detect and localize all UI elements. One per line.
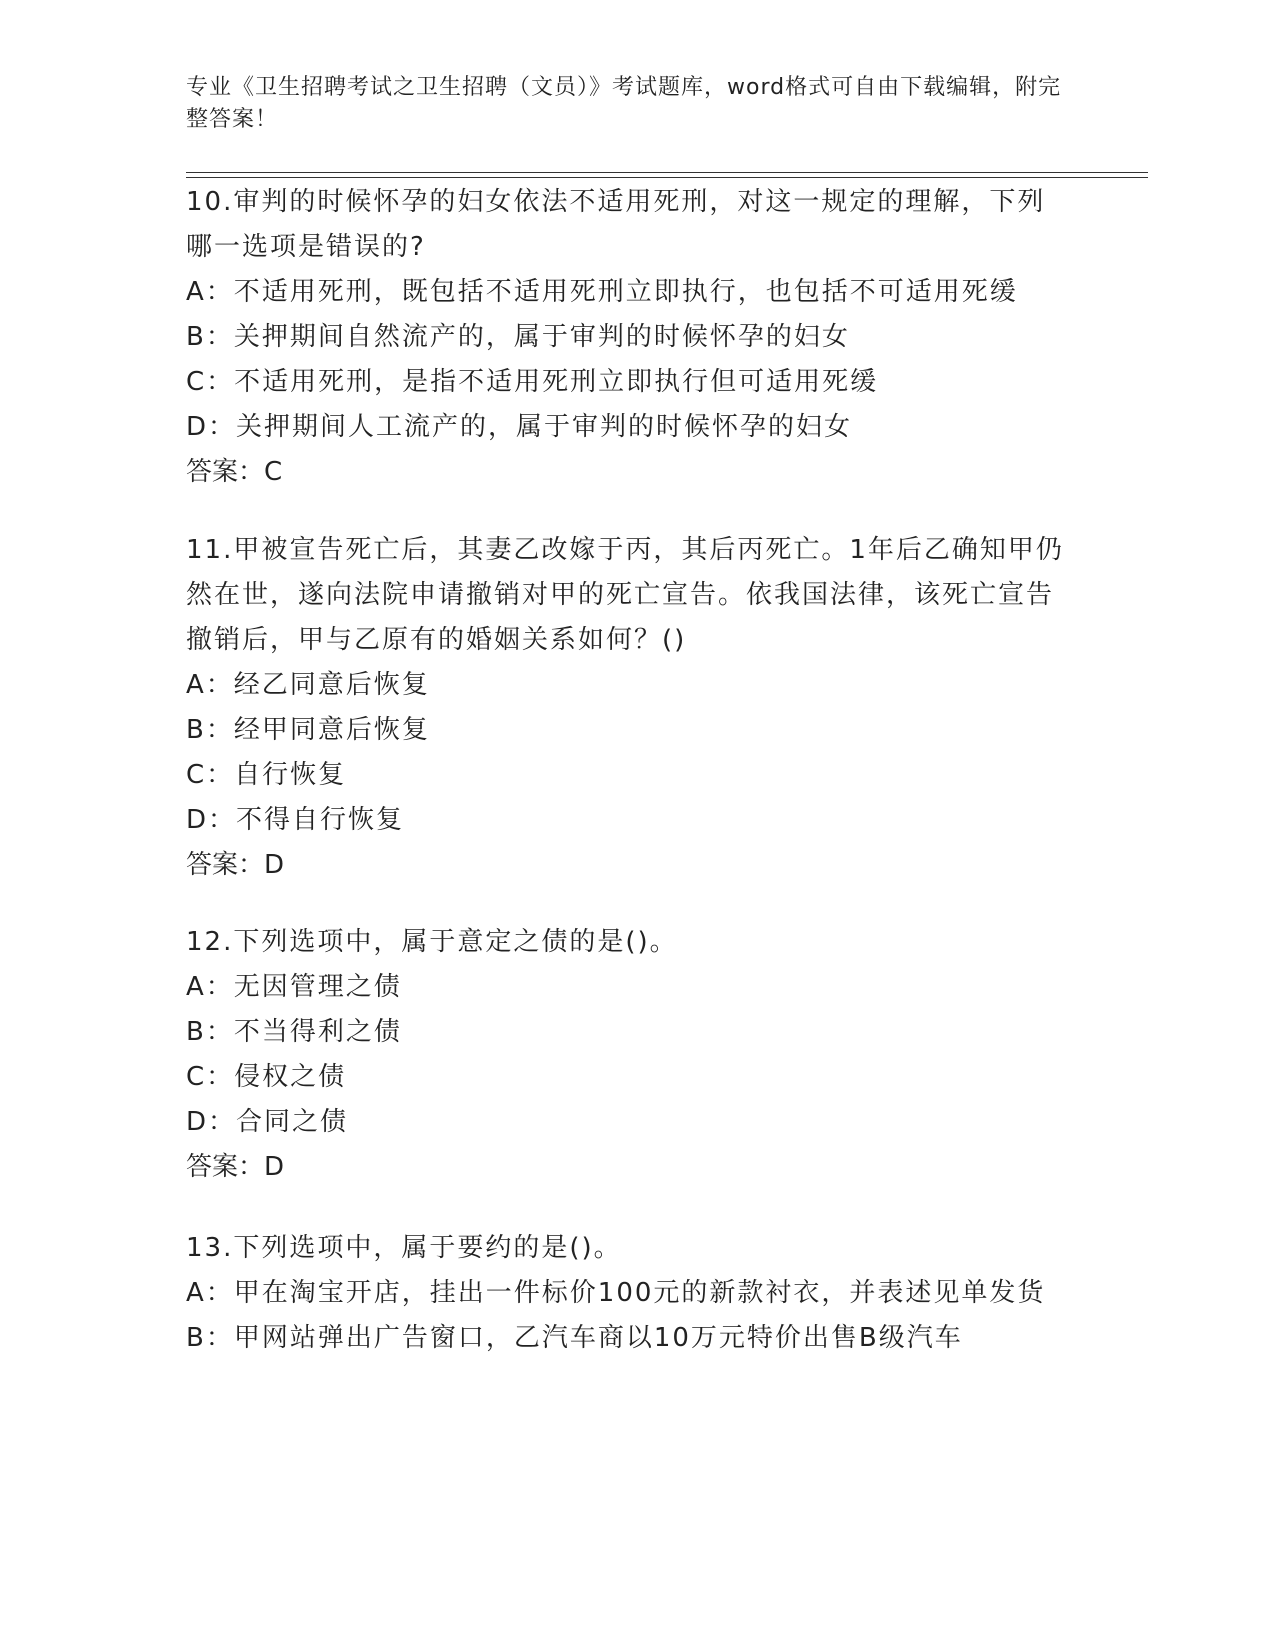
question-13 bbox=[186, 1226, 1086, 1361]
answer: 答案：D bbox=[186, 1152, 285, 1182]
option-b: B：关押期间自然流产的，属于审判的时候怀孕的妇女 bbox=[186, 322, 850, 352]
document-header: 专业《卫生招聘考试之卫生招聘（文员）》考试题库，word格式可自由下载编辑，附完整答案！ bbox=[186, 75, 1062, 132]
question-12 bbox=[186, 920, 1086, 1190]
question-10 bbox=[186, 180, 1086, 495]
option-d: D：关押期间人工流产的，属于审判的时候怀孕的妇女 bbox=[186, 412, 853, 442]
answer: 答案：D bbox=[186, 850, 285, 880]
option-d: D：不得自行恢复 bbox=[186, 805, 405, 835]
question-stem: 13.下列选项中，属于要约的是()。 bbox=[186, 1233, 622, 1263]
option-d: D：合同之债 bbox=[186, 1107, 349, 1137]
option-c: C：侵权之债 bbox=[186, 1062, 347, 1092]
answer: 答案：C bbox=[186, 457, 283, 487]
option-c: C：不适用死刑，是指不适用死刑立即执行但可适用死缓 bbox=[186, 367, 879, 397]
option-b: B：经甲同意后恢复 bbox=[186, 715, 430, 745]
question-stem: 11.甲被宣告死亡后，其妻乙改嫁于丙，其后丙死亡。1年后乙确知甲仍然在世，遂向法院申请撤销对甲的死亡宣告。依我国法律，该死亡宣告撤销后，甲与乙原有的婚姻关系如何？() bbox=[186, 535, 1064, 655]
header-rule-top bbox=[186, 172, 1148, 173]
question-11 bbox=[186, 528, 1086, 888]
question-stem: 10.审判的时候怀孕的妇女依法不适用死刑，对这一规定的理解，下列哪一选项是错误的? bbox=[186, 187, 1046, 262]
option-b: B：不当得利之债 bbox=[186, 1017, 402, 1047]
option-a: A：经乙同意后恢复 bbox=[186, 670, 430, 700]
question-stem: 12.下列选项中，属于意定之债的是()。 bbox=[186, 927, 678, 957]
option-a: A：不适用死刑，既包括不适用死刑立即执行，也包括不可适用死缓 bbox=[186, 277, 1018, 307]
option-c: C：自行恢复 bbox=[186, 760, 347, 790]
option-b: B：甲网站弹出广告窗口，乙汽车商以10万元特价出售B级汽车 bbox=[186, 1323, 963, 1353]
header-rule-bottom bbox=[186, 177, 1148, 178]
option-a: A：无因管理之债 bbox=[186, 972, 402, 1002]
option-a: A：甲在淘宝开店，挂出一件标价100元的新款衬衣，并表述见单发货 bbox=[186, 1278, 1046, 1308]
